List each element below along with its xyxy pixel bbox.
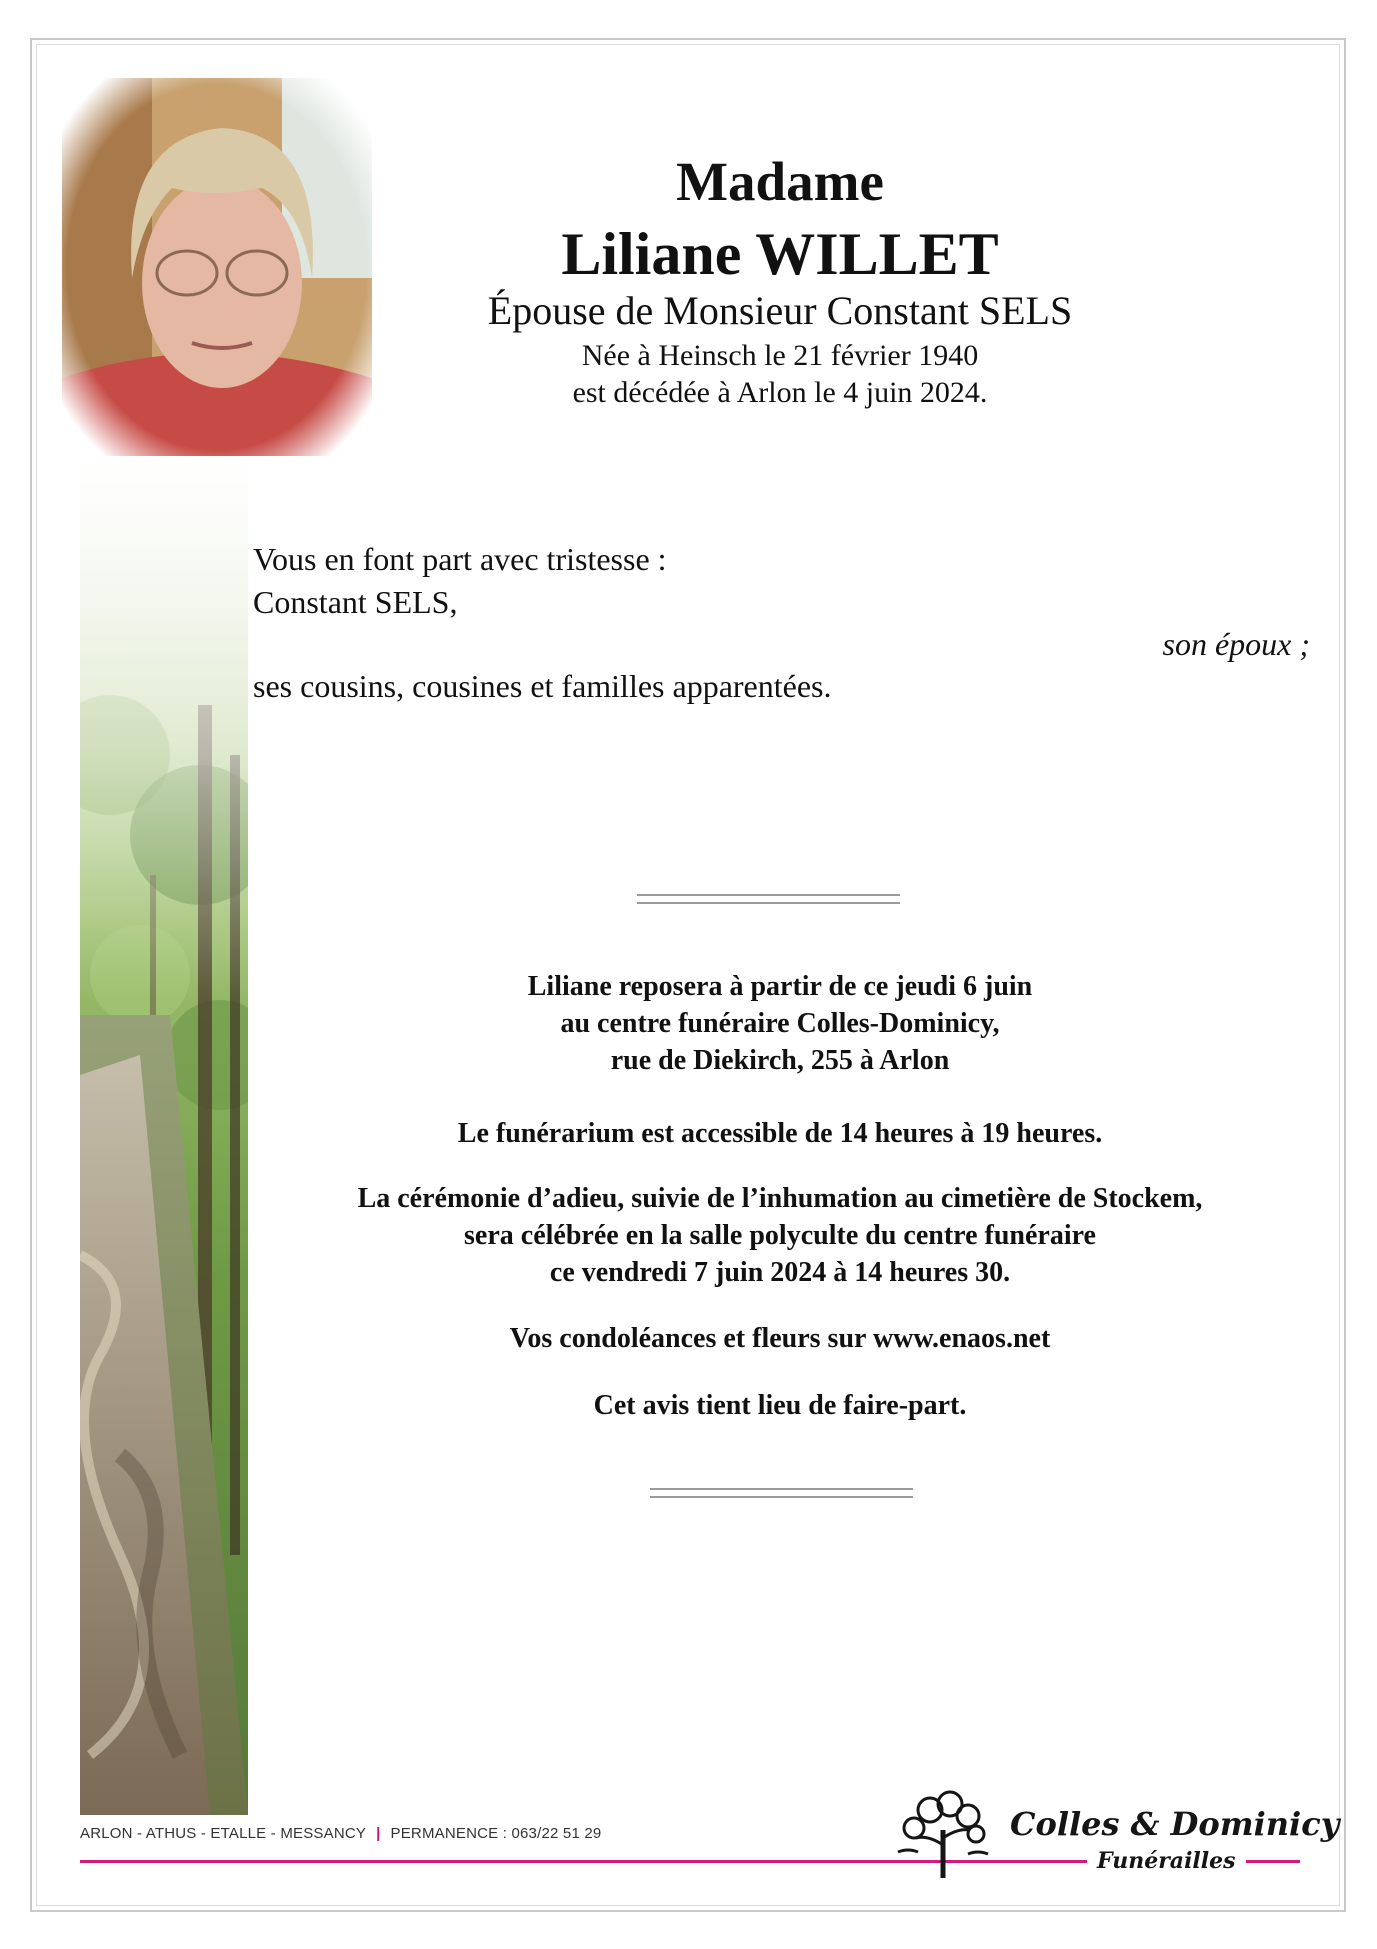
other-relatives: ses cousins, cousines et familles apparentées. <box>253 668 832 704</box>
brand-name: Colles & Dominicy <box>1010 1805 1340 1843</box>
condolences-line: Vos condoléances et fleurs sur www.enaos.net <box>509 1323 1051 1354</box>
rest-line-2: au centre funéraire Colles-Dominicy, <box>560 1008 1000 1039</box>
rest-line-3: rue de Diekirch, 255 à Arlon <box>610 1045 950 1076</box>
notice-line: Cet avis tient lieu de faire-part. <box>593 1390 967 1421</box>
footer-locations: ARLON - ATHUS - ETALLE - MESSANCY <box>80 1825 367 1842</box>
ceremony-info <box>250 1180 1310 1291</box>
spouse-line: Épouse de Monsieur Constant SELS <box>487 288 1073 333</box>
relative-role: son époux ; <box>1162 626 1310 662</box>
relative-name: Constant SELS, <box>253 584 458 620</box>
divider-bottom <box>650 1488 913 1498</box>
ceremony-line-1: La cérémonie d’adieu, suivie de l’inhumation au cimetière de Stockem, <box>357 1183 1203 1214</box>
forest-path-image <box>80 455 248 1815</box>
footer-separator: | <box>376 1825 381 1842</box>
condolences-info <box>250 1320 1310 1357</box>
deceased-name: Liliane WILLET <box>561 221 999 287</box>
tree-logo-icon <box>888 1790 998 1885</box>
rest-location <box>250 968 1310 1079</box>
footer-contact <box>80 1825 601 1842</box>
death-line: est décédée à Arlon le 4 juin 2024. <box>572 376 988 409</box>
portrait-photo <box>62 78 372 456</box>
birth-line: Née à Heinsch le 21 février 1940 <box>581 339 979 372</box>
honorific: Madame <box>676 151 884 212</box>
rest-line-1: Liliane reposera à partir de ce jeudi 6 juin <box>527 971 1033 1002</box>
funerarium-hours <box>250 1115 1310 1152</box>
ceremony-line-2: sera célébrée en la salle polyculte du centre funéraire <box>464 1220 1096 1251</box>
divider-top <box>637 894 900 904</box>
announcement-intro: Vous en font part avec tristesse : <box>253 541 667 577</box>
footer-permanence: PERMANENCE : 063/22 51 29 <box>390 1825 602 1842</box>
hours-line: Le funérarium est accessible de 14 heures à 19 heures. <box>457 1118 1103 1149</box>
ceremony-line-3: ce vendredi 7 juin 2024 à 14 heures 30. <box>549 1257 1011 1288</box>
brand-subtitle: Funérailles <box>1087 1848 1246 1874</box>
notice-info <box>250 1387 1310 1424</box>
